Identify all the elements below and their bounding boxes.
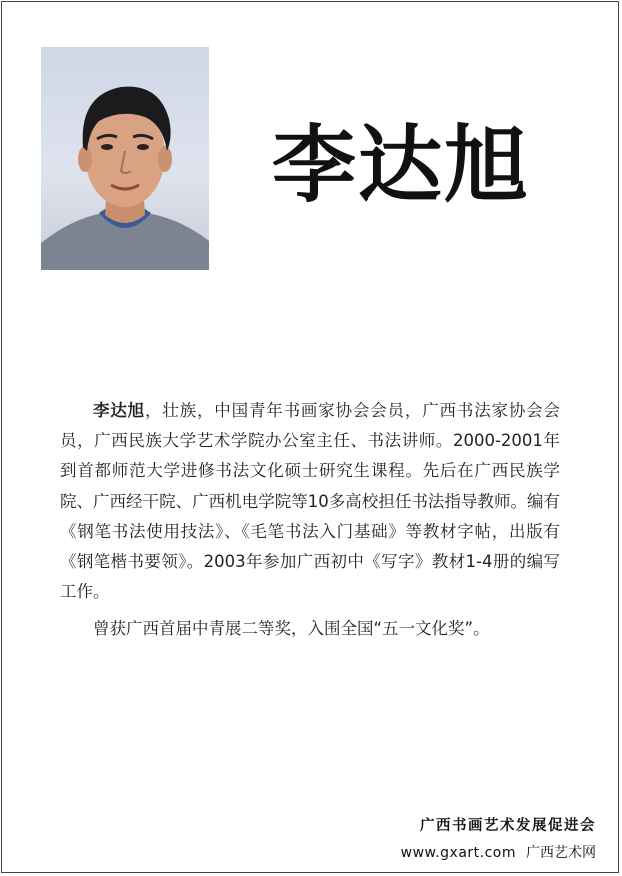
bio-name-bold: 李达旭 [93, 401, 145, 420]
biography [60, 396, 560, 645]
portrait-photo [41, 47, 209, 270]
footer-website-line [401, 842, 596, 862]
name-heading: 李达旭 [272, 116, 531, 214]
bio-paragraph-1 [60, 396, 560, 607]
bio-text-2: 曾获广西首届中青展二等奖，入围全国“五一文化奖”。 [93, 619, 490, 639]
bio-text-1: ，壮族，中国青年书画家协会会员，广西书法家协会会员，广西民族大学艺术学院办公室主任、书法讲师。2000-2001年到首都师范大学进修书法文化硕士研究生课程。先后在广西民族学院、广西经干院、广西机电学院等10多高校担任书法指导教师。编有《钢笔书法使用技法》、《毛笔书法入门基础》等教材字帖，出版有《钢笔楷书要领》。2003年参加广西初中《写字》教材1-4册的编写工作。 [60, 401, 561, 602]
site-name: 广西艺术网 [526, 845, 596, 861]
footer-organization: 广西书画艺术发展促进会 [420, 818, 596, 834]
website-url[interactable]: www.gxart.com [400, 845, 516, 861]
bio-paragraph-2 [60, 614, 560, 644]
